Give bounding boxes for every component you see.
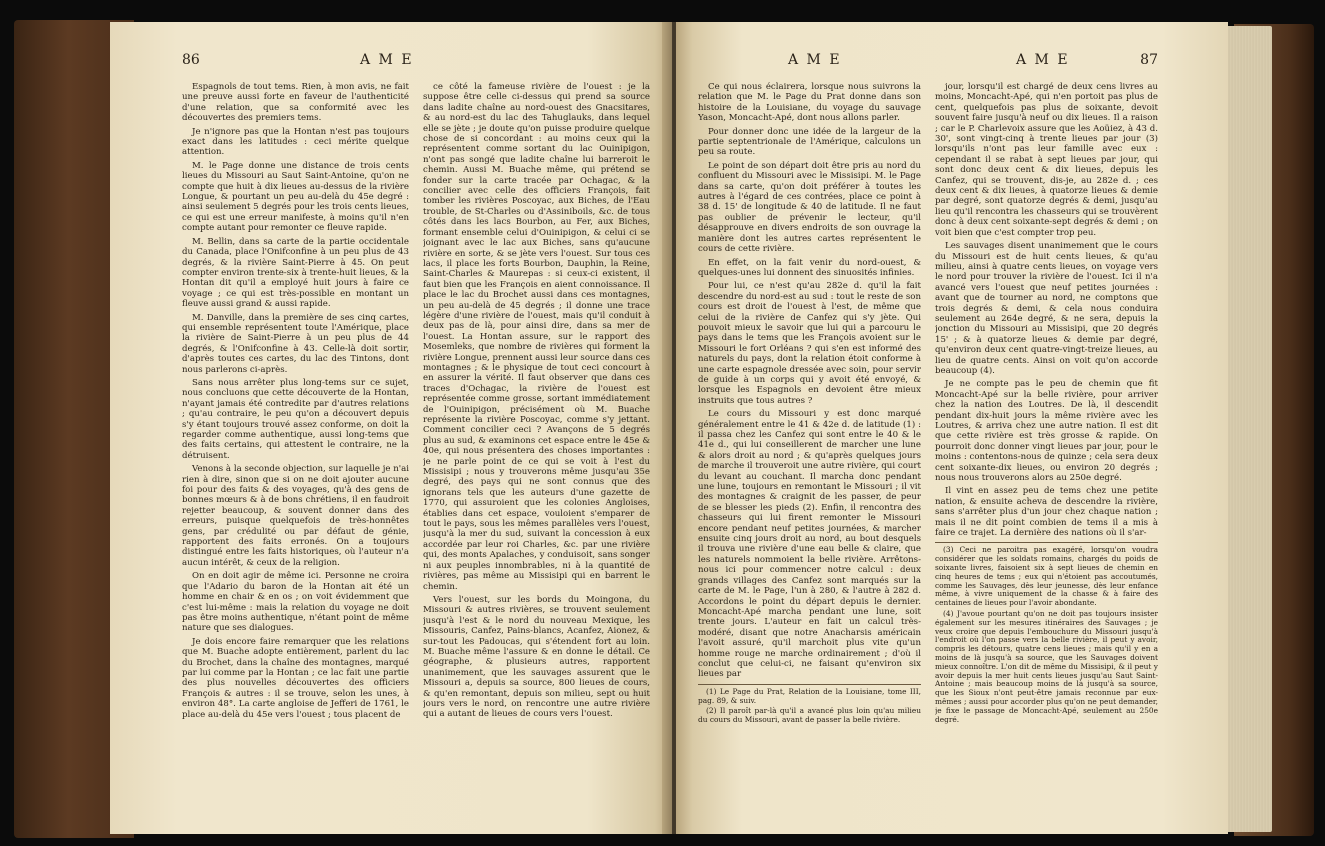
paragraph: Les sauvages disent unanimement que le cours du Missouri est de huit cents lieues, & qu'au milieu, ainsi à quatre cents lieues, on voyage vers le nord pour trouver la rivière de l'ouest. Ici il n'a avancé vers l'ouest que neuf petites journées : avant que de tourner au nord, ne comptons que trois degrés & demi, & cela nous conduira seulement au 264e degré, & ne sera, depuis la jonction du Missouri au Missisipi, que 20 degrés 15' ; & à quatorze lieues & demie par degré, qu'environ deux cent quatre-vingt-treize lieues, au lieu de quatre cents. Ainsi on voit qu'on accorde beaucoup (4). xyxy=(935,241,1158,376)
footnote: (4) J'avoue pourtant qu'on ne doit pas toujours insister également sur les mesures itinéraires des Sauvages ; je veux croire que depuis l'embouchure du Missouri jusqu'à l'endroit où l'on passe vers la belle rivière, il peut y avoir, compris les détours, quatre cens lieues ; mais qu'il y en a moins de là jusqu'à sa source, que les Sauvages doivent mieux connoître. L'on dit de même du Missisipi, & il peut y avoir depuis la mer huit cents lieues jusqu'au Saut Saint-Antoine ; mais beaucoup moins de là jusqu'à sa source, que les Sioux n'ont peut-être jamais reconnue par eux-mêmes ; aussi pour accorder plus qu'on ne peut demander, je fixe le passage de Moncacht-Apé, seulement au 250e degré. xyxy=(935,609,1158,724)
paragraph: Je ne compte pas le peu de chemin que fit Moncacht-Apé sur la belle rivière, pour arriver chez la nation des Loutres. De là, il descendit pendant dix-huit jours la même rivière avec les Loutres, & arriva chez une autre nation. Il est dit que cette rivière est très grosse & rapide. On pourroit donc donner vingt lieues par jour, pour le moins : contentons-nous de quinze ; cela sera deux cent soixante-dix lieues, ou environ 20 degrés ; nous nous trouverons alors au 250e degré. xyxy=(935,379,1158,484)
paragraph: M. Bellin, dans sa carte de la partie occidentale du Canada, place l'Onifconfine à un peu plus de 43 degrés, & la rivière Saint-Pierre à 45. On peut compter environ trente-six à trente-huit lieues, & la Hontan dit qu'il a employé huit jours à faire ce voyage ; ce qui est très-possible en montant un fleuve aussi grand & aussi rapide. xyxy=(182,236,409,310)
paragraph: Ce qui nous éclairera, lorsque nous suivrons la relation que M. le Page du Prat donne dans son histoire de la Louisiane, du voyage du sauvage Yason, Moncacht-Apé, dont nous allons parler. xyxy=(698,82,921,124)
page-number-right: 87 xyxy=(1140,52,1158,68)
paragraph: Espagnols de tout tems. Rien, à mon avis, ne fait une preuve aussi forte en faveur de l'authenticité d'une relation, que sa conformité avec les découvertes des premiers tems. xyxy=(182,82,409,124)
paragraph: jour, lorsqu'il est chargé de deux cens livres au moins, Moncacht-Apé, qui n'en portoit pas plus de cent, quelquefois pas plus de soixante, devoit souvent faire jusqu'à neuf ou dix lieues. Il a raison ; car le P. Charlevoix assure que les Aoüiez, à 43 d. 30', sont vingt-cinq à trente lieues par jour (3) lorsqu'ils n'ont pas leur famille avec eux : cependant il se rabat à sept lieues par jour, qui sont donc deux cent & dix lieues, depuis les Canfez, qui se trouvent, dis-je, au 282e d. ; ces deux cent & dix lieues, à quatorze lieues & demie par degré, sont quatorze degrés & demi, jusqu'au lieu qu'il rencontra les chasseurs qui se trouvèrent donc à deux cent soixante-sept degrés & demi ; on voit bien que c'est compter trop peu. xyxy=(935,82,1158,238)
paragraph: Je n'ignore pas que la Hontan n'est pas toujours exact dans les latitudes : ceci mérite quelque attention. xyxy=(182,126,409,158)
paragraph: En effet, on la fait venir du nord-ouest, & quelques-unes lui donnent des sinuosités infinies. xyxy=(698,257,921,278)
running-head-right-col1: A M E xyxy=(788,52,842,68)
paragraph: On en doit agir de même ici. Personne ne croira que l'Adario du baron de la Hontan ait été un homme en chair & en os ; on voit évidemment que c'est lui-même : mais la relation du voyage ne doit pas être moins authentique, n'étant point de même nature que ses dialogues. xyxy=(182,571,409,634)
paragraph: M. Danville, dans la première de ses cinq cartes, qui ensemble représentent toute l'Amérique, place la rivière de Saint-Pierre à un peu plus de 44 degrés, & l'Onifconfine à 43. Celle-là doit sortir, d'après toutes ces cartes, du lac des Tintons, dont nous parlerons ci-après. xyxy=(182,312,409,375)
footnote: (3) Ceci ne paroitra pas exagéré, lorsqu'on voudra considérer que les soldats romains, chargés du poids de soixante livres, faisoient six à sept lieues de chemin en cinq heures de tems ; eux qui n'étoient pas accoutumés, comme les Sauvages, dès leur jeunesse, dès leur enfance même, à vivre uniquement de la chasse & à faire des centaines de lieues pour l'avoir abondante. xyxy=(935,545,1158,608)
paragraph: M. le Page donne une distance de trois cents lieues du Missouri au Saut Saint-Antoine, qu'on ne compte que huit à dix lieues au-dessus de la rivière Longue, & pourtant un peu au-delà du 45e degré : ainsi seulement 5 degrés pour les trois cents lieues, ce qui est une erreur manifeste, à moins qu'il n'en compte autant pour remonter ce fleuve rapide. xyxy=(182,160,409,234)
paragraph: Venons à la seconde objection, sur laquelle je n'ai rien à dire, sinon que si on ne doit ajouter aucune foi pour des faits & des voyages, qu'à des gens de bonnes mœurs & à de bons chrétiens, il en faudroit rejetter beaucoup, & souvent donner dans des erreurs, puisque quelquefois de très-honnêtes gens, par crédulité ou par défaut de génie, rapportent des faits erronés. On a toujours distingué entre les faits historiques, où l'auteur n'a aucun intérêt, & ceux de la religion. xyxy=(182,464,409,568)
running-head-left: A M E xyxy=(360,52,414,68)
running-head-right-col2: A M E xyxy=(1016,52,1070,68)
paragraph: Le cours du Missouri y est donc marqué généralement entre le 41 & 42e d. de latitude (1) : il passa chez les Canfez qui sont entre le 40 & le 41e d., qui lui conseillerent de marcher une lune & alors droit au nord ; & qu'après quelques jours de marche il trouveroit une autre rivière, qui court du levant au couchant. Il marcha donc pendant une lune, toujours en remontant le Missouri ; il vit des montagnes & craignit de les passer, de peur de se blesser les pieds (2). Enfin, il rencontra des chasseurs qui lui firent remonter le Missouri encore pendant neuf petites journées, & marcher ensuite cinq jours droit au nord, au bout desquels il trouva une rivière d'une eau belle & claire, que les naturels nommoient la belle rivière. Arrêtons-nous ici pour commencer notre calcul : deux grands villages des Canfez sont marqués sur la carte de M. le Page, l'un à 280, & l'autre à 282 d. Accordons le point du départ depuis le dernier. Moncacht-Apé marcha pendant une lune, soit trente jours. L'auteur en fait un calcul très-modéré, disant que notre Anacharsis américain l'avoit assuré, qu'il marchoit plus vite qu'un homme rouge ne marche ordinairement ; d'où il conclut que celui-ci, ne faisant qu'environ six lieues par xyxy=(698,409,921,680)
paragraph: Le point de son départ doit être pris au nord du confluent du Missouri avec le Missisipi. M. le Page dans sa carte, qu'on doit préférer à toutes les autres à l'égard de ces contrées, place ce point à 38 d. 15' de longitude & 40 de latitude. Il ne faut pas oublier de prévenir le lecteur, qu'il désapprouve en divers endroits de son ouvrage la manière dont les autres cartes représentent le cours de cette rivière. xyxy=(698,160,921,255)
paragraph: Il vint en assez peu de tems chez une petite nation, & ensuite acheva de descendre la rivière, sans s'arrêter plus d'un jour chez chaque nation ; mais il ne dit point combien de tems il a mis à faire ce trajet. La dernière des nations où il s'ar- xyxy=(935,486,1158,539)
paragraph: Vers l'ouest, sur les bords du Moingona, du Missouri & autres rivières, se trouvent seulement jusqu'à l'est & le nord du nouveau Mexique, les Missouris, Canfez, Pains-blancs, Acanfez, Aionez, & sur-tout les Padoucas, qui s'étendent fort au loin. M. Buache même l'assure & en donne le détail. Ce géographe, & plusieurs autres, rapportent unanimement, que les sauvages assurent que le Missouri a, depuis sa source, 800 lieues de cours, & qu'en remontant, depuis son milieu, sept ou huit jours vers le nord, on rencontre une autre rivière qui a autant de lieues de cours vers l'ouest. xyxy=(423,594,650,720)
footnotes xyxy=(698,684,921,725)
right-page-column-1 xyxy=(698,82,921,822)
page-number-left: 86 xyxy=(182,52,200,68)
left-page-column-2 xyxy=(423,82,650,822)
paragraph: Pour lui, ce n'est qu'au 282e d. qu'il la fait descendre du nord-est au sud : tout le reste de son cours est droit de l'ouest à l'est, de même que celui de la rivière de Canfez qui s'y jète. Qui pouvoit mieux le savoir que lui qui a parcouru le pays dans le tems que les François avoient sur le Missouri le fort Orléans ? qui s'en est informé des naturels du pays, dont la relation étoit conforme à une carte espagnole dressée avec soin, pour servir de guide à un corps qui y avoit été envoyé, & lorsque les Espagnols en devoient être mieux instruits que tous autres ? xyxy=(698,281,921,406)
footnote: (2) Il paroît par-là qu'il a avancé plus loin qu'au milieu du cours du Missouri, avant de passer la belle rivière. xyxy=(698,706,921,725)
paragraph: Je dois encore faire remarquer que les relations que M. Buache adopte entièrement, parlent du lac du Brochet, dans la chaîne des montagnes, marqué par lui comme par la Hontan ; ce lac fait une partie des plus nouvelles découvertes des officiers François & autres : il se trouve, selon les unes, à environ 48°. La carte angloise de Jefferi de 1761, le place au-delà du 45e vers l'ouest ; tous placent de xyxy=(182,636,409,720)
footnotes xyxy=(935,542,1158,724)
open-book xyxy=(14,20,1314,838)
paragraph: ce côté la fameuse rivière de l'ouest : je la suppose être celle ci-dessus qui prend sa source dans ladite chaîne au nord-ouest des Gnacsitares, & au nord-est du lac des Tahuglauks, dans lequel elle se jète ; je doute qu'on puisse produire quelque chose de si concordant : au moins ceux qui la représentent comme sortant du lac Ouinipigon, n'ont pas songé que ladite chaîne lui barreroit le chemin. Aussi M. Buache même, qui prétend se fonder sur la carte tracée par Ochagac, & la concilier avec celle des officiers François, fait tomber les rivières Poscoyac, aux Biches, de l'Eau trouble, de St-Charles ou d'Assiniboils, &c. de tous côtés dans les lacs Bourbon, au Fer, aux Biches, formant ensemble celui d'Ouinipigon, & celui ci se joignant avec le lac aux Biches, sans qu'aucune rivière en sorte, & se jète vers l'ouest. Sur tous ces lacs, il place les forts Bourbon, Dauphin, la Reine, Saint-Charles & Maurepas : si ceux-ci existent, il faut bien que les François en aient connoissance. Il place le lac du Brochet aussi dans ces montagnes, un peu au-delà de 45 degrés ; il donne une trace légère d'une rivière de l'ouest, mais qu'il conduit à deux pas de là, pour ainsi dire, dans sa mer de l'ouest. La Hontan assure, sur le rapport des Mosemleks, que nombre de rivières qui forment la rivière Longue, prennent aussi leur source dans ces montagnes ; & le physique de tout ceci concourt à en assurer la vérité. Il faut observer que dans ces traces d'Ochagac, la rivière de l'ouest est représentée comme grosse, sortant immédiatement de l'Ouinipigon, précisément où M. Buache représente la rivière Poscoyac, comme s'y jettant. Comment concilier ceci ? Avançons de 5 degrés plus au sud, & examinons cet espace entre le 45e & 40e, qui nous présentera des choses importantes : je ne parle point de ce qui se voit à l'est du Missisipi ; nous y trouverons même jusqu'au 35e degré, des pays qui ne sont connus que des ignorans tels que les auteurs d'une gazette de 1770, qui assuroient que les colonies Angloises, établies dans cet espace, vouloient s'emparer de tout le pays, sous les mêmes parallèles vers l'ouest, jusqu'à la mer du sud, suivant la concession à eux accordée par leur roi Charles, &c. par une rivière qui, des monts Apalaches, y conduisoit, sans songer ni aux peuples innombrables, ni à la quantité de rivières, pas même au Missisipi qui en barrent le chemin. xyxy=(423,82,650,592)
right-page xyxy=(676,22,1228,834)
left-page-column-1 xyxy=(182,82,409,822)
left-page xyxy=(110,22,672,834)
paragraph: Pour donner donc une idée de la largeur de la partie septentrionale de l'Amérique, calculons un peu sa route. xyxy=(698,126,921,158)
footnote: (1) Le Page du Prat, Relation de la Louisiane, tome III, pag. 89, & suiv. xyxy=(698,686,921,705)
paragraph: Sans nous arrêter plus long-tems sur ce sujet, nous concluons que cette découverte de la Hontan, n'ayant jamais été contredite par d'autres relations ; qu'au contraire, le peu qu'on a découvert depuis s'y étant toujours trouvé assez conforme, on doit la regarder comme authentique, aussi long-tems que des faits certains, qui attestent le contraire, ne la détruisent. xyxy=(182,377,409,461)
right-page-column-2 xyxy=(935,82,1158,822)
